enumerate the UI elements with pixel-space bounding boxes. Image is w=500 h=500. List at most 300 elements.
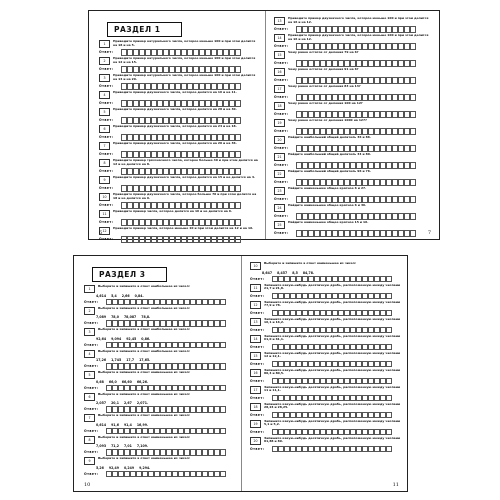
number-options bbox=[96, 444, 235, 448]
number-option: 16,99. bbox=[136, 422, 149, 427]
answer-cell[interactable] bbox=[386, 429, 393, 436]
task-item bbox=[274, 170, 433, 186]
number-option: 92,64 bbox=[96, 336, 107, 341]
task-list bbox=[99, 40, 259, 243]
number-options bbox=[96, 358, 235, 362]
task-item bbox=[250, 335, 401, 351]
answer-label: Ответ: bbox=[274, 180, 289, 185]
answer-cell[interactable] bbox=[410, 43, 417, 50]
answer-row bbox=[274, 230, 433, 237]
answer-cells[interactable] bbox=[272, 344, 392, 351]
answer-label: Ответ: bbox=[84, 428, 99, 433]
answer-cells[interactable] bbox=[296, 94, 416, 101]
answer-cell[interactable] bbox=[235, 151, 242, 158]
task-question: Выберите и запишите в ответ наибольшее из чисел: bbox=[98, 305, 190, 310]
task-number: 12 bbox=[250, 301, 261, 309]
task-number: 20 bbox=[250, 437, 261, 445]
task-item bbox=[99, 193, 259, 209]
answer-row bbox=[250, 378, 401, 385]
task-item bbox=[250, 437, 401, 453]
answer-cell[interactable] bbox=[235, 49, 242, 56]
task-question: Приведите пример двузначного числа, которое делится на 24 и на 18. bbox=[113, 124, 237, 128]
task-item bbox=[84, 328, 235, 348]
page-10 bbox=[74, 256, 241, 491]
answer-cells[interactable] bbox=[296, 213, 416, 220]
answer-label: Ответ: bbox=[250, 310, 265, 315]
answer-cells[interactable] bbox=[296, 26, 416, 33]
answer-cells[interactable] bbox=[121, 168, 241, 175]
answer-cells[interactable] bbox=[296, 43, 416, 50]
task-item bbox=[84, 285, 235, 305]
task-number: 2 bbox=[84, 307, 95, 315]
task-question: Приведите пример двузначного числа, которое меньше 100 и при этом делится на 16 и на 12. bbox=[288, 16, 429, 24]
task-number: 7 bbox=[84, 414, 95, 422]
task-item bbox=[274, 17, 433, 33]
task-question: Запишите какую-нибудь десятичную дробь, расположенную между числами 61,0 и 61,1. bbox=[264, 333, 401, 342]
answer-row bbox=[99, 134, 259, 141]
answer-cell[interactable] bbox=[220, 342, 227, 349]
task-list bbox=[84, 285, 235, 477]
task-item bbox=[99, 210, 259, 226]
answer-cell[interactable] bbox=[386, 378, 393, 385]
task-item bbox=[250, 262, 401, 282]
answer-row bbox=[274, 213, 433, 220]
answer-row bbox=[274, 162, 433, 169]
answer-cell[interactable] bbox=[235, 117, 242, 124]
task-item bbox=[274, 204, 433, 220]
answer-cell[interactable] bbox=[386, 395, 393, 402]
answer-row bbox=[99, 66, 259, 73]
answer-cells[interactable] bbox=[106, 428, 226, 435]
task-question: Приведите пример натурального числа, которое меньше 100 и при этом делится на 18 и на 5. bbox=[113, 39, 256, 47]
answer-row bbox=[99, 219, 259, 226]
task-item bbox=[274, 119, 433, 135]
answer-row bbox=[274, 60, 433, 67]
task-item bbox=[274, 68, 433, 84]
answer-cell[interactable] bbox=[220, 385, 227, 392]
number-option: 78,087 bbox=[123, 315, 137, 319]
answer-cells[interactable] bbox=[296, 60, 416, 67]
task-item bbox=[84, 414, 235, 434]
answer-cell[interactable] bbox=[410, 196, 417, 203]
answer-cell[interactable] bbox=[386, 327, 393, 334]
answer-row bbox=[274, 196, 433, 203]
task-item bbox=[84, 393, 235, 413]
task-question: Приведите пример двузначного числа, которое меньше 100 и при этом делится на 16 и на 12. bbox=[288, 33, 429, 41]
task-question: Приведите пример трёхзначного числа, которое больше 40 и при этом делится на 12 и не делится на 8. bbox=[113, 158, 258, 166]
answer-cell[interactable] bbox=[220, 428, 227, 435]
number-option: 2,071. bbox=[136, 401, 149, 405]
task-question: Найдите наибольший общий делитель 34 и 80. bbox=[288, 152, 371, 156]
answer-label: Ответ: bbox=[84, 385, 99, 390]
task-question: Чему равен остаток от деления 100 на 12? bbox=[288, 101, 363, 105]
answer-cells[interactable] bbox=[272, 310, 392, 317]
task-number: 3 bbox=[99, 74, 110, 82]
answer-label: Ответ: bbox=[250, 361, 265, 366]
page-number: 6 bbox=[99, 230, 103, 236]
answer-row bbox=[250, 361, 401, 368]
answer-cell[interactable] bbox=[235, 219, 242, 226]
task-item bbox=[274, 51, 433, 67]
task-number: 9 bbox=[99, 176, 110, 184]
task-number: 11 bbox=[250, 284, 261, 292]
answer-cells[interactable] bbox=[272, 327, 392, 334]
answer-label: Ответ: bbox=[274, 214, 289, 219]
answer-cell[interactable] bbox=[410, 213, 417, 220]
answer-cell[interactable] bbox=[235, 83, 242, 90]
task-item bbox=[99, 40, 259, 56]
answer-label: Ответ: bbox=[84, 342, 99, 347]
answer-cell[interactable] bbox=[410, 60, 417, 67]
task-item bbox=[250, 301, 401, 317]
task-question: Выберите и запишите в ответ наименьшее из чисел: bbox=[98, 456, 191, 460]
answer-cell[interactable] bbox=[235, 185, 242, 192]
answer-cells[interactable] bbox=[272, 276, 392, 283]
answer-cells[interactable] bbox=[272, 395, 392, 402]
answer-cell[interactable] bbox=[410, 230, 417, 237]
answer-row bbox=[99, 83, 259, 90]
number-option: 78,0 bbox=[111, 315, 119, 319]
number-option: 9,094 bbox=[111, 336, 122, 341]
answer-label: Ответ: bbox=[274, 44, 289, 49]
number-option: 7,01 bbox=[123, 444, 132, 448]
task-item bbox=[99, 125, 259, 141]
answer-label: Ответ: bbox=[274, 129, 289, 134]
task-question: Выберите и запишите в ответ наименьшее из чисел: bbox=[98, 391, 191, 396]
task-question: Запишите какую-нибудь десятичную дробь, расположенную между числами 80,4 и 80,5. bbox=[264, 367, 401, 376]
page-7 bbox=[266, 11, 441, 239]
answer-row bbox=[84, 471, 235, 478]
bottom-book-spread bbox=[73, 255, 408, 492]
task-item bbox=[274, 187, 433, 203]
answer-label: Ответ: bbox=[274, 95, 289, 100]
task-number: 16 bbox=[250, 369, 261, 377]
task-number: 4 bbox=[84, 350, 95, 358]
answer-label: Ответ: bbox=[99, 135, 114, 140]
answer-cell[interactable] bbox=[235, 236, 242, 243]
answer-cell[interactable] bbox=[386, 310, 393, 317]
answer-row bbox=[250, 293, 401, 300]
answer-row bbox=[274, 77, 433, 84]
number-option: 9,294. bbox=[139, 465, 151, 470]
answer-cells[interactable] bbox=[121, 185, 241, 192]
task-number: 16 bbox=[274, 68, 285, 76]
number-option: 91,6 bbox=[111, 422, 119, 427]
answer-row bbox=[84, 449, 235, 456]
answer-cell[interactable] bbox=[386, 293, 393, 300]
answer-label: Ответ: bbox=[250, 378, 265, 383]
answer-row bbox=[250, 276, 401, 283]
answer-label: Ответ: bbox=[99, 203, 114, 208]
task-item bbox=[99, 108, 259, 124]
task-item bbox=[99, 176, 259, 192]
answer-cells[interactable] bbox=[296, 230, 416, 237]
answer-cell[interactable] bbox=[410, 128, 417, 135]
answer-cell[interactable] bbox=[410, 162, 417, 169]
answer-cells[interactable] bbox=[121, 151, 241, 158]
task-question: Приведите пример двузначного числа, которое делится на 20 и на 36. bbox=[113, 141, 237, 145]
answer-label: Ответ: bbox=[274, 27, 289, 32]
task-item bbox=[99, 227, 259, 243]
task-question: Выберите и запишите в ответ наименьшее из чисел: bbox=[98, 370, 191, 374]
answer-cells[interactable] bbox=[272, 361, 392, 368]
task-number: 10 bbox=[99, 193, 110, 201]
task-number: 18 bbox=[274, 102, 285, 110]
answer-cells[interactable] bbox=[121, 66, 241, 73]
answer-cells[interactable] bbox=[296, 77, 416, 84]
answer-label: Ответ: bbox=[99, 186, 114, 191]
answer-row bbox=[84, 406, 235, 413]
answer-row bbox=[250, 395, 401, 402]
task-question: Чему равен остаток от деления 79 на 6? bbox=[288, 50, 359, 54]
number-option: 91,4 bbox=[123, 422, 132, 427]
answer-cells[interactable] bbox=[272, 412, 392, 419]
answer-label: Ответ: bbox=[84, 299, 99, 304]
task-item bbox=[274, 136, 433, 152]
answer-cell[interactable] bbox=[220, 363, 227, 370]
task-number: 5 bbox=[84, 371, 95, 379]
answer-cells[interactable] bbox=[121, 202, 241, 209]
number-option: 17,65. bbox=[139, 358, 151, 362]
answer-cells[interactable] bbox=[272, 446, 392, 453]
answer-row bbox=[99, 117, 259, 124]
task-item bbox=[99, 159, 259, 175]
answer-cell[interactable] bbox=[220, 449, 227, 456]
answer-label: Ответ: bbox=[274, 231, 289, 236]
answer-row bbox=[274, 145, 433, 152]
answer-row bbox=[274, 43, 433, 50]
task-item bbox=[250, 420, 401, 436]
number-option: 2,67 bbox=[123, 401, 132, 405]
answer-row bbox=[250, 310, 401, 317]
answer-cells[interactable] bbox=[296, 145, 416, 152]
answer-cell[interactable] bbox=[220, 320, 227, 327]
task-number: 4 bbox=[99, 91, 110, 99]
number-option: 66,60 bbox=[121, 379, 132, 384]
answer-row bbox=[99, 202, 259, 209]
task-number: 24 bbox=[274, 204, 285, 212]
task-question: Приведите пример двузначного числа, которое делится на 28 и на 30. bbox=[113, 107, 237, 111]
task-question: Приведите пример числа, которое делится на 16 и не делится на 6. bbox=[113, 209, 233, 213]
task-question: Чему равен остаток от деления 83 на 13? bbox=[288, 84, 361, 88]
answer-cell[interactable] bbox=[386, 276, 393, 283]
number-option: 20,1 bbox=[111, 401, 119, 405]
answer-label: Ответ: bbox=[99, 84, 114, 89]
answer-label: Ответ: bbox=[250, 395, 265, 400]
task-question: Приведите пример двузначного числа, которое делится на 15 и не делится на 4. bbox=[113, 175, 256, 179]
task-item bbox=[274, 153, 433, 169]
answer-cell[interactable] bbox=[386, 446, 393, 453]
answer-cells[interactable] bbox=[272, 378, 392, 385]
number-option: 0,84. bbox=[134, 293, 144, 298]
answer-cells[interactable] bbox=[121, 117, 241, 124]
task-item bbox=[250, 352, 401, 368]
task-number: 25 bbox=[274, 221, 285, 229]
task-item bbox=[99, 142, 259, 158]
answer-label: Ответ: bbox=[84, 471, 99, 476]
answer-cell[interactable] bbox=[235, 66, 242, 73]
page-number: 11 bbox=[392, 482, 399, 488]
task-number: 1 bbox=[99, 40, 110, 48]
answer-cells[interactable] bbox=[106, 406, 226, 413]
answer-label: Ответ: bbox=[250, 412, 265, 417]
task-number: 7 bbox=[99, 142, 110, 150]
number-option: 92,49 bbox=[108, 465, 119, 470]
answer-cells[interactable] bbox=[272, 293, 392, 300]
number-option: 2,057 bbox=[96, 401, 107, 405]
task-number: 20 bbox=[274, 136, 285, 144]
task-number: 18 bbox=[250, 403, 261, 411]
number-option: 17,26 bbox=[96, 358, 107, 362]
answer-cell[interactable] bbox=[235, 202, 242, 209]
number-options bbox=[96, 401, 235, 405]
answer-label: Ответ: bbox=[274, 146, 289, 151]
answer-row bbox=[84, 299, 235, 306]
answer-row bbox=[84, 342, 235, 349]
task-item bbox=[84, 457, 235, 477]
task-number: 13 bbox=[274, 17, 285, 25]
task-item bbox=[250, 284, 401, 300]
answer-cells[interactable] bbox=[106, 320, 226, 327]
answer-cell[interactable] bbox=[235, 168, 242, 175]
answer-cell[interactable] bbox=[410, 145, 417, 152]
number-option: 66,26. bbox=[136, 379, 149, 384]
answer-label: Ответ: bbox=[99, 152, 114, 157]
answer-cells[interactable] bbox=[121, 134, 241, 141]
answer-cells[interactable] bbox=[121, 100, 241, 107]
answer-cells[interactable] bbox=[296, 179, 416, 186]
answer-row bbox=[250, 344, 401, 351]
answer-cells[interactable] bbox=[121, 83, 241, 90]
number-options bbox=[96, 315, 235, 319]
answer-cell[interactable] bbox=[386, 344, 393, 351]
answer-label: Ответ: bbox=[250, 327, 265, 332]
task-number: 6 bbox=[99, 125, 110, 133]
answer-cells[interactable] bbox=[296, 196, 416, 203]
number-option: 8,457 bbox=[277, 270, 288, 275]
task-question: Запишите какую-нибудь десятичную дробь, расположенную между числами 77,9 и 78. bbox=[264, 299, 401, 308]
number-option: 8,647 bbox=[262, 270, 273, 275]
answer-cell[interactable] bbox=[410, 77, 417, 84]
answer-label: Ответ: bbox=[84, 407, 99, 412]
task-item bbox=[274, 34, 433, 50]
task-question: Выберите и запишите в ответ наименьшее из чисел: bbox=[98, 413, 191, 417]
number-option: 7,093 bbox=[96, 444, 107, 448]
answer-cell[interactable] bbox=[410, 179, 417, 186]
answer-row bbox=[250, 327, 401, 334]
answer-label: Ответ: bbox=[250, 446, 265, 451]
answer-cell[interactable] bbox=[235, 100, 242, 107]
number-options bbox=[96, 423, 235, 427]
answer-label: Ответ: bbox=[274, 112, 289, 117]
task-question: Найдите наименьшее общее кратное 15 и 16. bbox=[288, 220, 369, 224]
task-item bbox=[84, 350, 235, 370]
task-item bbox=[250, 318, 401, 334]
answer-row bbox=[84, 363, 235, 370]
task-number: 6 bbox=[84, 393, 95, 401]
answer-cells[interactable] bbox=[121, 236, 241, 243]
answer-cell[interactable] bbox=[235, 134, 242, 141]
answer-row bbox=[250, 429, 401, 436]
number-option: 0,86. bbox=[141, 336, 151, 341]
answer-label: Ответ: bbox=[84, 364, 99, 369]
answer-cells[interactable] bbox=[272, 429, 392, 436]
task-number: 5 bbox=[99, 108, 110, 116]
task-question: Выберите и запишите в ответ наименьшее из чисел: bbox=[264, 261, 357, 265]
answer-label: Ответ: bbox=[250, 276, 265, 281]
task-question: Запишите какую-нибудь десятичную дробь, расположенную между числами 16,1 и 16,2. bbox=[264, 316, 401, 325]
answer-row bbox=[99, 151, 259, 158]
task-question: Выберите и запишите в ответ наименьшее из чисел: bbox=[98, 434, 191, 439]
number-option: 7,109. bbox=[136, 444, 149, 448]
answer-cells[interactable] bbox=[296, 128, 416, 135]
task-item bbox=[250, 386, 401, 402]
answer-label: Ответ: bbox=[99, 118, 114, 123]
task-item bbox=[84, 371, 235, 391]
number-option: 0,68 bbox=[96, 379, 104, 384]
answer-cell[interactable] bbox=[220, 471, 227, 478]
answer-cell[interactable] bbox=[220, 299, 227, 306]
answer-cells[interactable] bbox=[106, 385, 226, 392]
task-question: Приведите пример натурального числа, которое меньше 100 и при этом делится на 14 и на 20. bbox=[113, 73, 256, 81]
answer-label: Ответ: bbox=[99, 169, 114, 174]
task-number: 1 bbox=[84, 285, 95, 293]
answer-label: Ответ: bbox=[274, 78, 289, 83]
answer-cells[interactable] bbox=[106, 449, 226, 456]
number-options bbox=[96, 294, 235, 298]
answer-cell[interactable] bbox=[220, 406, 227, 413]
task-item bbox=[99, 57, 259, 73]
answer-cells[interactable] bbox=[296, 162, 416, 169]
answer-cells[interactable] bbox=[106, 363, 226, 370]
task-number: 11 bbox=[99, 210, 110, 218]
number-option: 66,0 bbox=[108, 379, 117, 384]
number-option: 4,614 bbox=[96, 293, 107, 298]
answer-cells[interactable] bbox=[106, 299, 226, 306]
answer-cell[interactable] bbox=[386, 361, 393, 368]
answer-cell[interactable] bbox=[386, 412, 393, 419]
answer-cells[interactable] bbox=[296, 111, 416, 118]
answer-cells[interactable] bbox=[121, 219, 241, 226]
task-question: Запишите какую-нибудь десятичную дробь, расположенную между числами 5,1 и 5,2. bbox=[264, 418, 401, 427]
number-option: 1,745 bbox=[111, 358, 122, 362]
top-book-spread bbox=[88, 10, 440, 240]
task-number: 21 bbox=[274, 153, 285, 161]
answer-cell[interactable] bbox=[410, 94, 417, 101]
task-number: 19 bbox=[250, 420, 261, 428]
answer-row bbox=[84, 428, 235, 435]
task-item bbox=[84, 436, 235, 456]
task-question: Чему равен остаток от деления 1000 на 127? bbox=[288, 118, 367, 122]
task-number: 10 bbox=[250, 262, 261, 270]
task-question: Приведите пример натурального числа, которое меньше 100 и при этом делится на 12 и на 15. bbox=[113, 56, 256, 64]
answer-cell[interactable] bbox=[410, 26, 417, 33]
section-title: РАЗДЕЛ 3 bbox=[92, 267, 167, 282]
number-options bbox=[96, 380, 235, 384]
task-item bbox=[250, 369, 401, 385]
task-question: Запишите какую-нибудь десятичную дробь, расположенную между числами 12 и 12,1. bbox=[264, 350, 401, 359]
answer-cells[interactable] bbox=[121, 49, 241, 56]
task-question: Чему равен остаток от деления 91 на 6? bbox=[288, 67, 359, 71]
task-question: Найдите наибольший общий делитель 36 и 86. bbox=[288, 135, 371, 139]
number-option: 0,249 bbox=[123, 465, 135, 470]
answer-cells[interactable] bbox=[106, 471, 226, 478]
number-option: 92,45 bbox=[126, 336, 137, 341]
task-question: Приведите пример числа, которое меньше 10 и при этом делится на 12 и на 16. bbox=[113, 226, 254, 230]
task-question: Приведите пример двузначного числа, которое делится на 16 и на 11. bbox=[113, 90, 237, 94]
answer-cell[interactable] bbox=[410, 111, 417, 118]
answer-cells[interactable] bbox=[106, 342, 226, 349]
